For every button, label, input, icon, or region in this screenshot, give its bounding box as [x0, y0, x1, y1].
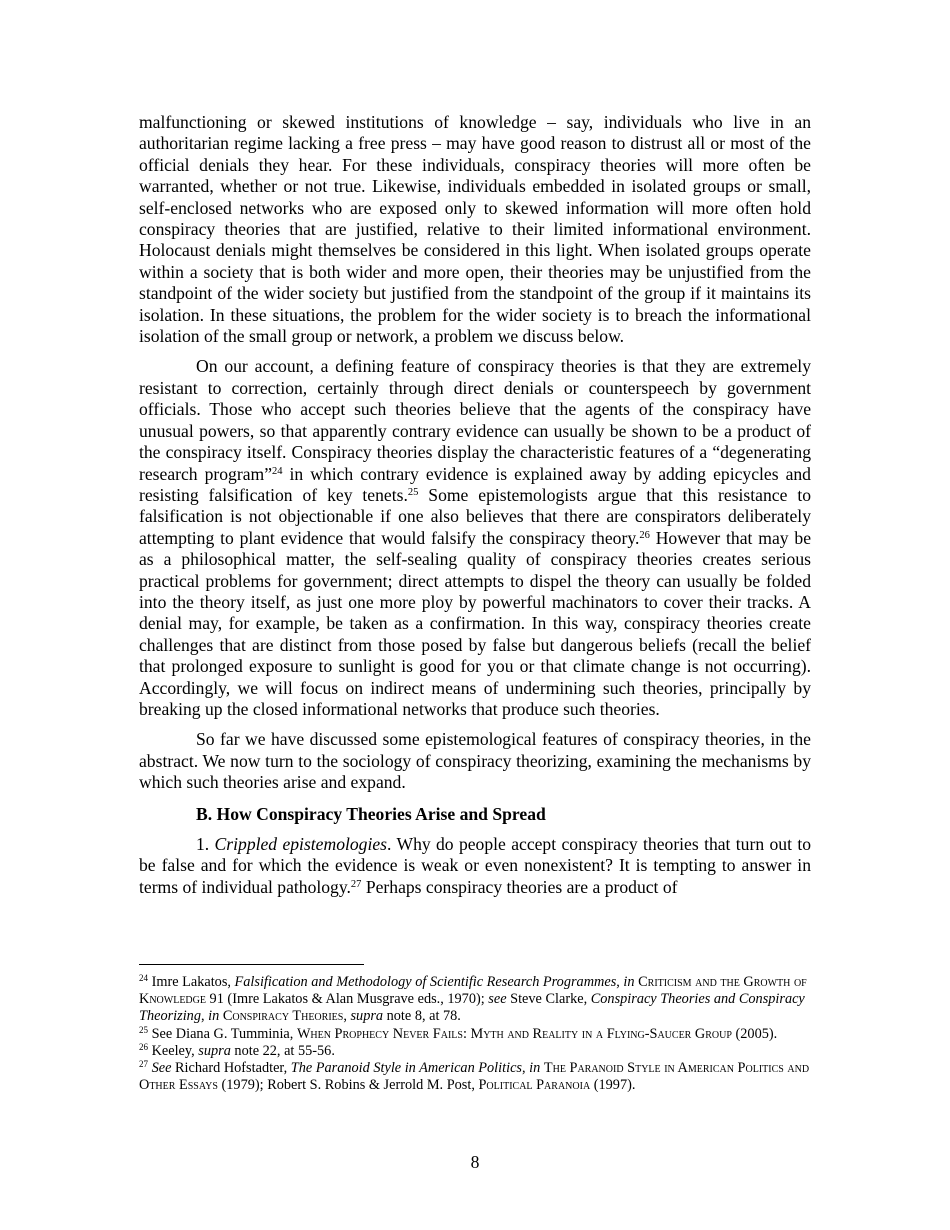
- footnote-separator: [139, 964, 364, 965]
- footnote-italic: in: [208, 1008, 220, 1025]
- footnote-italic: Conspiracy Theories and Conspiracy Theorizing: [139, 991, 805, 1025]
- paragraph-2-text-d: However that may be as a philosophical matter, the self-sealing quality of conspiracy theories creates serious practical problems for government; direct attempts to dispel the theory can usually be folded into the theory itself, as just one more ploy by powerful machinators to cover their tracks. A denial may, for example, be taken as a confirmation. In this way, conspiracy theories create challenges that are distinct from those posed by false but dangerous beliefs (recall the belief that prolonged exposure to sunlight is good for you or that climate change is not occurring). Accordingly, we will focus on indirect means of undermining such theories, principally by breaking up the closed informational networks that produce such theories.: [139, 527, 811, 719]
- footnote-text: (2005).: [731, 1025, 778, 1042]
- footnote-italic: supra: [350, 1008, 384, 1025]
- footnote-26: [139, 1043, 811, 1060]
- footnote-italic: supra: [198, 1042, 231, 1059]
- paragraph-4-text-b: Perhaps conspiracy theories are a product of: [361, 876, 678, 897]
- footnote-smallcaps: When Prophecy Never Fails: Myth and Reality in a Flying-Saucer Group: [296, 1025, 732, 1042]
- footnote-smallcaps: Political Paranoia: [478, 1077, 591, 1094]
- footnote-number: 25: [139, 1024, 148, 1035]
- paragraph-2-text-b: in which contrary evidence is explained away by adding epicycles and resisting falsification of key tenets.: [139, 463, 811, 505]
- footnote-number: 27: [139, 1059, 148, 1070]
- footnote-text: (1979); Robert S. Robins & Jerrold M. Post,: [217, 1077, 479, 1094]
- footnote-italic: See: [151, 1060, 172, 1077]
- footnote-italic: in: [529, 1060, 541, 1077]
- footnote-ref-26[interactable]: 26: [639, 529, 650, 541]
- footnote-text: Keeley,: [148, 1042, 199, 1059]
- footnote-number: 26: [139, 1041, 148, 1052]
- footnote-text: ,: [200, 1008, 209, 1025]
- paragraph-4-text-a: . Why do people accept conspiracy theories that turn out to be false and for which the evidence is weak or even nonexistent? It is tempting to answer in terms of individual pathology.: [139, 834, 812, 897]
- footnote-smallcaps: Conspiracy Theories: [222, 1008, 344, 1025]
- footnote-text: 91 (Imre Lakatos & Alan Musgrave eds., 1970);: [205, 991, 489, 1008]
- paragraph-2-text-a: On our account, a defining feature of conspiracy theories is that they are extremely resistant to correction, certainly through direct denials or counterspeech by government officials. Those who accept such theories believe that the agents of the conspiracy have unusual powers, so that apparently contrary evidence can usually be shown to be a product of the conspiracy itself. Conspiracy theories display the characteristic features of a “degenerating research program”: [139, 356, 811, 484]
- footnote-italic: see: [488, 991, 507, 1008]
- footnote-24: [139, 974, 811, 1026]
- footnote-number: 24: [139, 973, 148, 983]
- section-heading: B. How Conspiracy Theories Arise and Spread: [196, 803, 546, 824]
- footnote-text: note 22, at 55-56.: [230, 1042, 335, 1059]
- footnote-text: (1997).: [590, 1077, 636, 1094]
- footnote-smallcaps: Criticism and the Growth of Knowledge: [139, 974, 807, 1008]
- footnote-text: See Diana G. Tumminia,: [148, 1025, 297, 1042]
- footnote-smallcaps: The Paranoid Style in American Politics and Other Essays: [139, 1060, 810, 1094]
- paragraph-2: [139, 356, 811, 720]
- page-number: 8: [470, 1152, 480, 1172]
- footnote-text: Steve Clarke,: [506, 991, 591, 1008]
- footnotes: [139, 974, 811, 1094]
- footnote-text: ,: [343, 1008, 351, 1025]
- paragraph-4: [139, 834, 811, 898]
- footnote-27: [139, 1060, 811, 1094]
- footnote-ref-27[interactable]: 27: [350, 878, 362, 890]
- footnote-italic: in: [623, 974, 635, 990]
- subsection-number: 1.: [196, 834, 215, 854]
- footnote-text: Imre Lakatos,: [148, 974, 235, 990]
- footnote-25: [139, 1026, 811, 1043]
- footnote-text: ,: [616, 974, 624, 990]
- footnote-italic: Falsification and Methodology of Scientific Research Programmes: [234, 974, 617, 990]
- footnote-text: ,: [522, 1060, 530, 1077]
- main-text: [139, 112, 811, 898]
- paragraph-2-text-c: Some epistemologists argue that this resistance to falsification is not objectionable if one also believes that there are conspirators deliberately attempting to plant evidence that would falsify the conspiracy theory.: [139, 484, 812, 548]
- footnote-ref-24[interactable]: 24: [272, 465, 283, 477]
- footnote-ref-25[interactable]: 25: [407, 486, 419, 498]
- footnote-text: note 8, at 78.: [383, 1008, 461, 1025]
- paragraph-1: malfunctioning or skewed institutions of knowledge – say, individuals who live in an authoritarian regime lacking a free press – may have good reason to distrust all or most of the official denials they hear. For these individuals, conspiracy theories will more often be warranted, whether or not true. Likewise, individuals embedded in isolated groups or small, self-enclosed networks who are exposed only to skewed information will more often hold conspiracy theories that are justified, relative to their limited informational environment. Holocaust denials might themselves be considered in this light. When isolated groups operate within a society that is both wider and more open, their theories may be unjustified from the standpoint of the wider society but justified from the standpoint of the group if it maintains its isolation. In these situations, the problem for the wider society is to breach the informational isolation of the small group or network, a problem we discuss below.: [139, 112, 811, 347]
- subsection-title: Crippled epistemologies: [214, 834, 388, 854]
- paragraph-3: So far we have discussed some epistemological features of conspiracy theories, in the abstract. We now turn to the sociology of conspiracy theorizing, examining the mechanisms by which such theories arise and expand.: [139, 729, 811, 793]
- footnote-text: Richard Hofstadter,: [171, 1060, 291, 1077]
- footnote-italic: The Paranoid Style in American Politics: [290, 1060, 522, 1077]
